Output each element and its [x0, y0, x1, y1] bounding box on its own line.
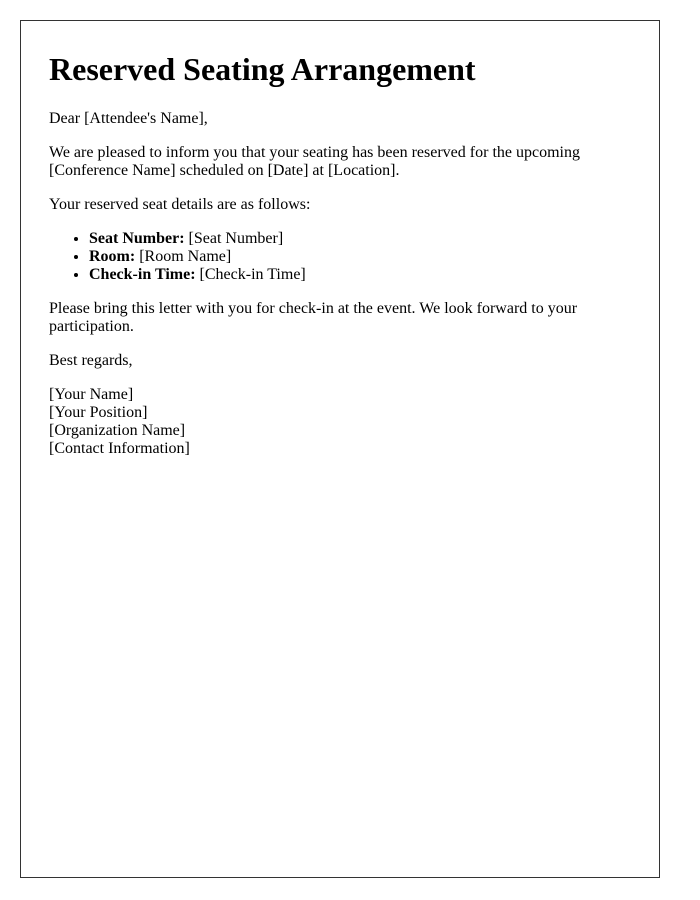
seat-details-list	[49, 230, 631, 284]
signature-contact: [Contact Information]	[49, 440, 190, 457]
detail-label: Room:	[89, 248, 136, 265]
signature-organization: [Organization Name]	[49, 422, 186, 439]
details-intro: Your reserved seat details are as follows:	[49, 196, 311, 213]
detail-label: Seat Number:	[89, 230, 185, 247]
detail-seat-number	[89, 230, 631, 248]
detail-value: [Seat Number]	[188, 230, 284, 247]
signature-block	[49, 386, 631, 458]
detail-value: [Room Name]	[139, 248, 232, 265]
signature-name: [Your Name]	[49, 386, 134, 403]
signature-position: [Your Position]	[49, 404, 148, 421]
letter-title: Reserved Seating Arrangement	[49, 51, 476, 87]
intro-paragraph: We are pleased to inform you that your seating has been reserved for the upcoming [Conference Name] scheduled on [Date] at [Location].	[49, 144, 580, 179]
sign-off: Best regards,	[49, 352, 133, 369]
detail-room	[89, 248, 631, 266]
detail-label: Check-in Time:	[89, 266, 196, 283]
letter-page	[20, 20, 660, 878]
detail-value: [Check-in Time]	[199, 266, 306, 283]
closing-paragraph: Please bring this letter with you for check-in at the event. We look forward to your participation.	[49, 300, 578, 335]
greeting: Dear [Attendee's Name],	[49, 110, 208, 127]
detail-check-in-time	[89, 266, 631, 284]
